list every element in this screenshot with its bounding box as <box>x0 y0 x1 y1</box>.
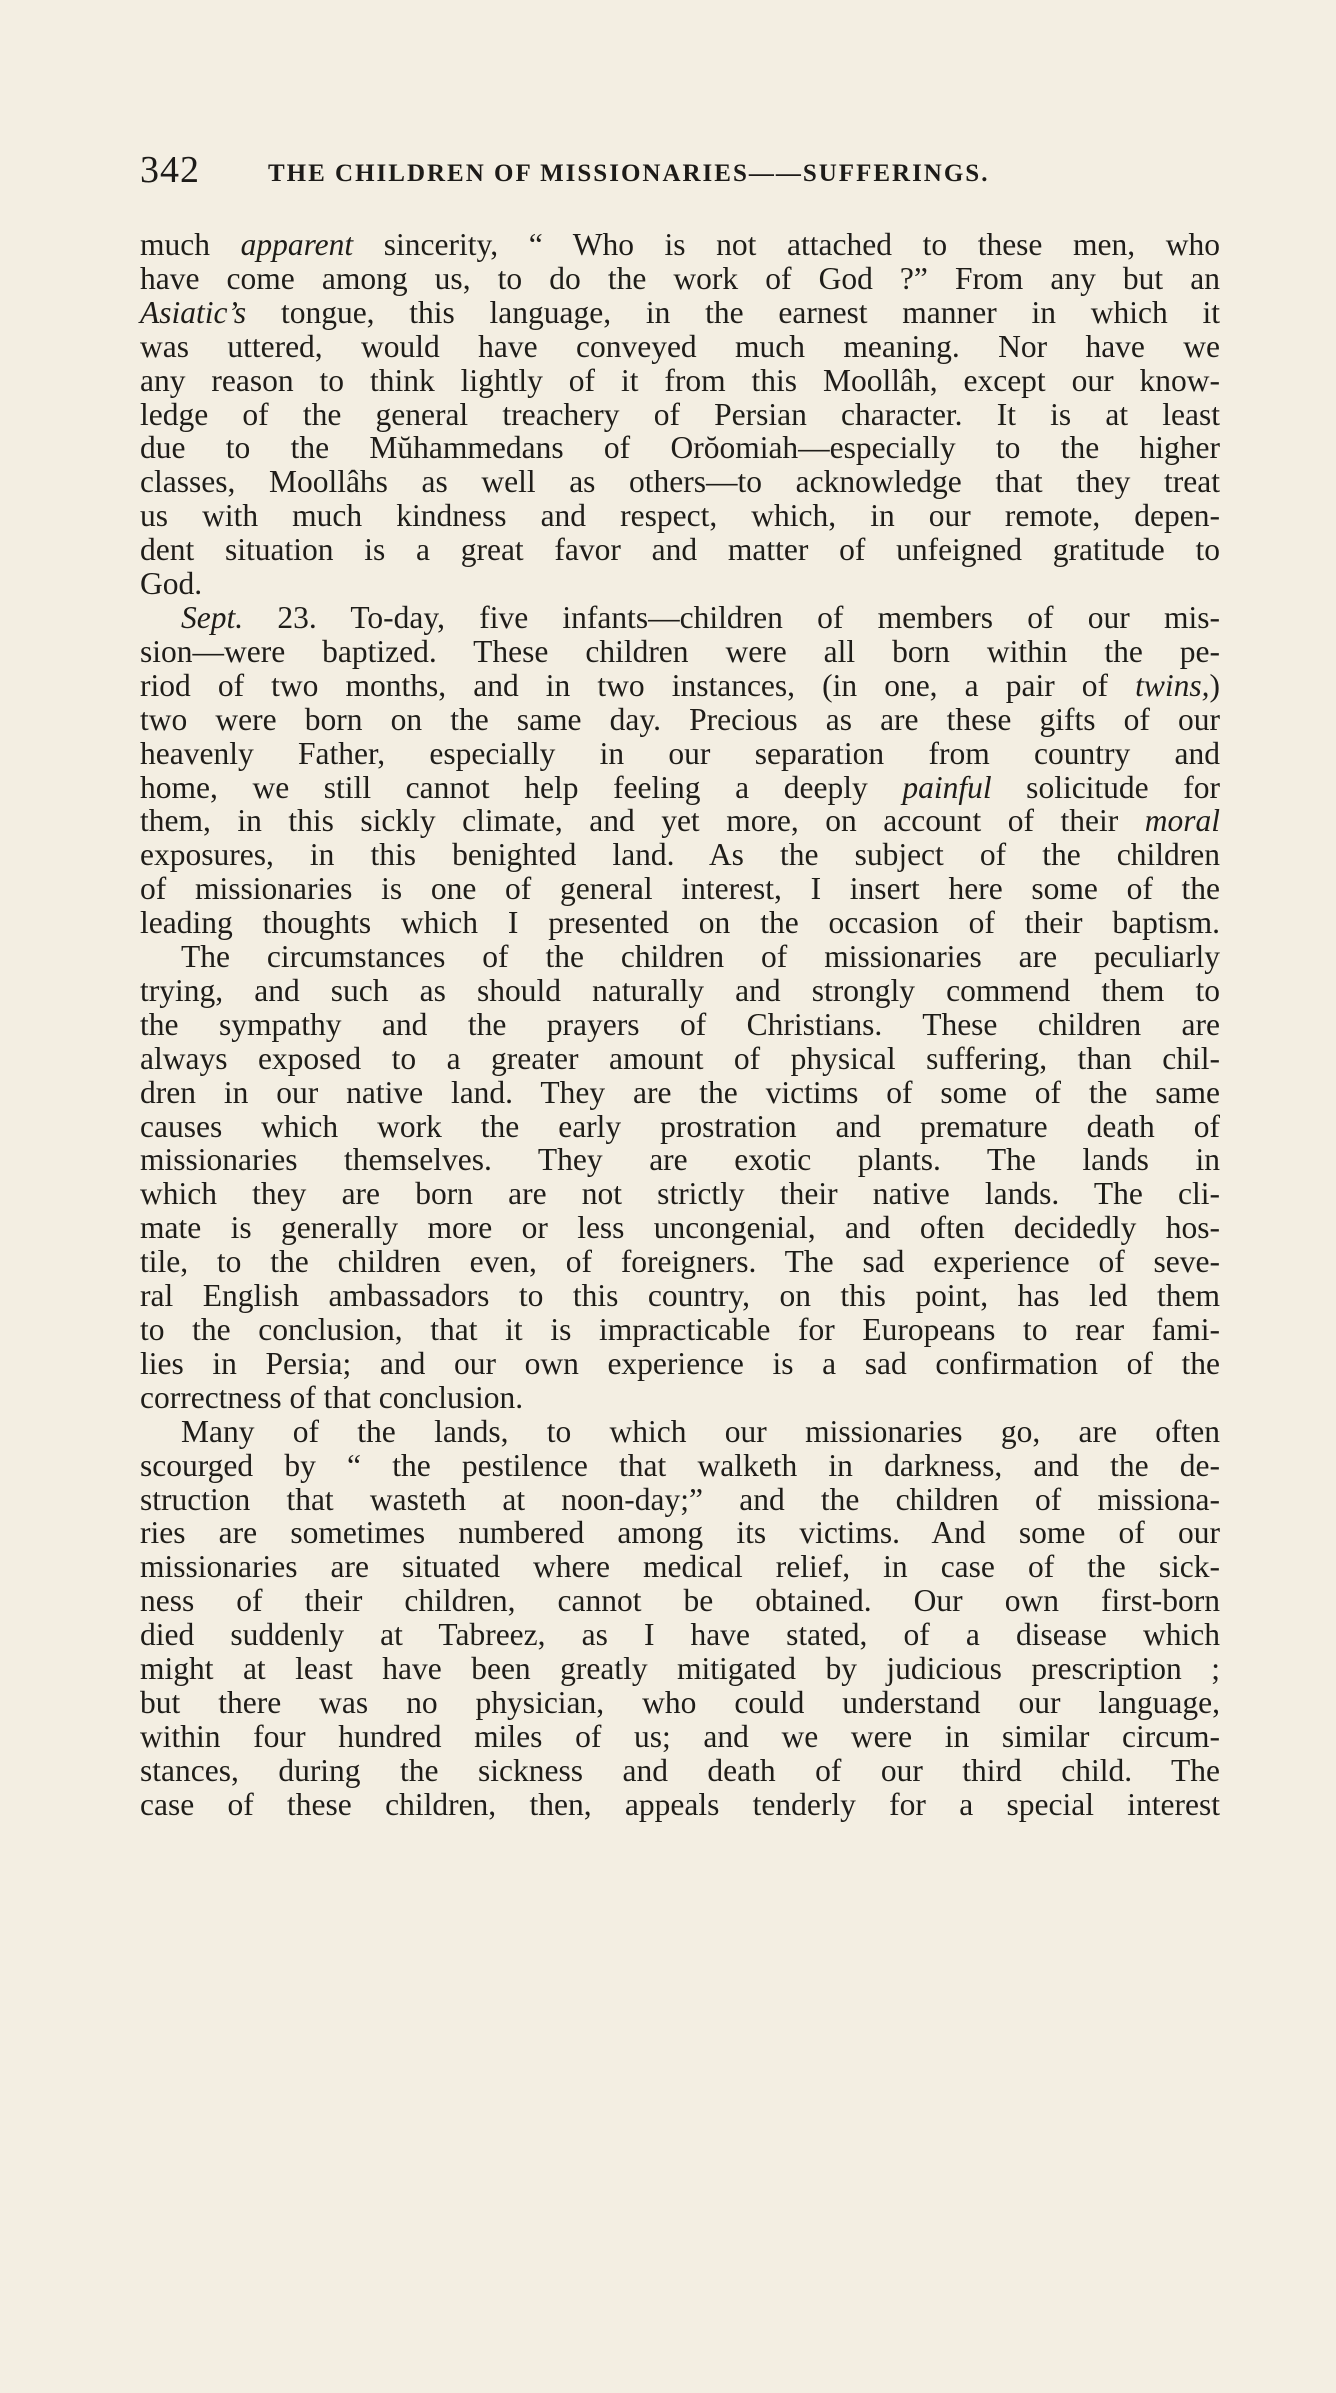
text-run: the sympathy and the prayers of Christians. These children are <box>140 1006 1220 1042</box>
text-run: them, in this sickly climate, and yet more, on account of their <box>140 803 1145 839</box>
text-line <box>140 1754 1220 1788</box>
text-line <box>140 940 1220 974</box>
text-run: tile, to the children even, of foreigners. The sad experience of seve- <box>140 1244 1220 1280</box>
text-run: ries are sometimes numbered among its victims. And some of our <box>140 1515 1220 1551</box>
text-line <box>140 1177 1220 1211</box>
text-line <box>140 804 1220 838</box>
text-run: missionaries themselves. They are exotic plants. The lands in <box>140 1142 1220 1178</box>
text-run: dren in our native land. They are the victims of some of the same <box>140 1074 1220 1110</box>
text-run: have come among us, to do the work of God ?” From any but an <box>140 260 1220 296</box>
text-run: was uttered, would have conveyed much meaning. Nor have we <box>140 328 1220 364</box>
text-run: ledge of the general treachery of Persian character. It is at least <box>140 396 1220 432</box>
text-line <box>140 364 1220 398</box>
text-run: heavenly Father, especially in our separation from country and <box>140 735 1220 771</box>
text-run: case of these children, then, appeals tenderly for a special interest <box>140 1786 1220 1822</box>
italic-text: twins, <box>1135 667 1210 703</box>
text-line <box>140 1381 1220 1415</box>
text-line <box>140 601 1220 635</box>
text-run: exposures, in this benighted land. As the subject of the children <box>140 837 1220 873</box>
text-run: trying, and such as should naturally and strongly commend them to <box>140 972 1220 1008</box>
text-run: Many of the lands, to which our missionaries go, are often <box>181 1413 1220 1449</box>
text-run: to the conclusion, that it is impracticable for Europeans to rear fami- <box>140 1312 1220 1347</box>
text-run: might at least have been greatly mitigated by judicious prescription ; <box>140 1651 1220 1687</box>
text-line <box>140 1076 1220 1110</box>
text-line <box>140 1008 1220 1042</box>
text-run: much <box>140 227 241 262</box>
text-line <box>140 1686 1220 1720</box>
italic-text: painful <box>902 769 992 805</box>
text-run: leading thoughts which I presented on the occasion of their baptism. <box>140 905 1220 941</box>
text-run: always exposed to a greater amount of physical suffering, than chil- <box>140 1040 1220 1076</box>
italic-text: Asiatic’s <box>140 294 247 330</box>
text-line <box>140 1550 1220 1584</box>
text-line <box>140 1483 1220 1517</box>
text-line <box>140 228 1220 262</box>
italic-text: apparent <box>240 227 354 262</box>
page-number: 342 <box>140 149 200 191</box>
text-run: correctness of that conclusion. <box>140 1379 524 1415</box>
text-run: due to the Mŭhammedans of Orŏomiah—especially to the higher <box>140 430 1220 466</box>
text-line <box>140 1652 1220 1686</box>
text-line <box>140 431 1220 465</box>
text-line <box>140 1313 1220 1347</box>
text-line <box>140 906 1220 940</box>
italic-text: moral <box>1144 803 1220 839</box>
text-run: dent situation is a great favor and matter of unfeigned gratitude to <box>140 532 1220 568</box>
text-run: causes which work the early prostration and premature death of <box>140 1108 1220 1144</box>
text-run: stances, during the sickness and death of our third child. The <box>140 1752 1220 1788</box>
text-run: us with much kindness and respect, which, in our remote, depen- <box>140 498 1220 534</box>
text-line <box>140 499 1220 533</box>
text-run: two were born on the same day. Precious as are these gifts of our <box>140 701 1220 737</box>
text-line <box>140 703 1220 737</box>
italic-text: Sept. <box>181 599 244 635</box>
text-line <box>140 567 1220 601</box>
text-run: home, we still cannot help feeling a deeply <box>140 769 903 805</box>
text-run: struction that wasteth at noon-day;” and the children of missiona- <box>140 1481 1220 1517</box>
text-run: but there was no physician, who could understand our language, <box>140 1684 1220 1720</box>
text-run: sincerity, “ Who is not attached to these men, who <box>353 227 1220 262</box>
text-line <box>140 974 1220 1008</box>
text-run: God. <box>140 566 203 602</box>
text-run: riod of two months, and in two instances, (in one, a pair of <box>140 667 1136 703</box>
text-line <box>140 1211 1220 1245</box>
text-line <box>140 1516 1220 1550</box>
text-line <box>140 398 1220 432</box>
text-line <box>140 1245 1220 1279</box>
text-line <box>140 330 1220 364</box>
text-line <box>140 1449 1220 1483</box>
text-run: ) <box>1209 667 1220 703</box>
text-line <box>140 771 1220 805</box>
text-run: missionaries are situated where medical relief, in case of the sick- <box>140 1549 1220 1585</box>
text-run: within four hundred miles of us; and we were in similar circum- <box>140 1718 1220 1754</box>
text-line <box>140 465 1220 499</box>
text-run: ness of their children, cannot be obtained. Our own first-born <box>140 1583 1220 1619</box>
running-head: THE CHILDREN OF MISSIONARIES——SUFFERINGS. <box>268 160 990 187</box>
text-run: scourged by “ the pestilence that walketh in darkness, and the de- <box>140 1447 1220 1483</box>
text-line <box>140 262 1220 296</box>
text-line <box>140 669 1220 703</box>
text-line <box>140 1415 1220 1449</box>
text-run: classes, Moollâhs as well as others—to acknowledge that they treat <box>140 464 1220 500</box>
text-run: died suddenly at Tabreez, as I have stated, of a disease which <box>140 1617 1220 1653</box>
text-line <box>140 1584 1220 1618</box>
text-line <box>140 1042 1220 1076</box>
text-line <box>140 737 1220 771</box>
text-run: any reason to think lightly of it from this Moollâh, except our know- <box>140 362 1220 398</box>
text-line <box>140 635 1220 669</box>
text-run: sion—were baptized. These children were all born within the pe- <box>140 633 1220 669</box>
text-run: mate is generally more or less uncongenial, and often decidedly hos- <box>140 1210 1220 1246</box>
text-line <box>140 838 1220 872</box>
text-run: tongue, this language, in the earnest manner in which it <box>246 294 1220 330</box>
text-line <box>140 872 1220 906</box>
text-line <box>140 296 1220 330</box>
text-line <box>140 1618 1220 1652</box>
body-text <box>140 228 1220 1822</box>
text-line <box>140 533 1220 567</box>
text-run: ral English ambassadors to this country, on this point, has led them <box>140 1278 1220 1314</box>
text-run: solicitude for <box>991 769 1220 805</box>
text-line <box>140 1279 1220 1313</box>
text-run: 23. To-day, five infants—children of members of our mis- <box>243 599 1220 635</box>
text-line <box>140 1347 1220 1381</box>
text-run: of missionaries is one of general interest, I insert here some of the <box>140 871 1220 907</box>
text-run: The circumstances of the children of missionaries are peculiarly <box>181 939 1220 975</box>
text-line <box>140 1720 1220 1754</box>
text-run: which they are born are not strictly their native lands. The cli- <box>140 1176 1220 1212</box>
text-line <box>140 1143 1220 1177</box>
text-run: lies in Persia; and our own experience is a sad confirmation of the <box>140 1345 1220 1381</box>
text-line <box>140 1788 1220 1822</box>
text-line <box>140 1110 1220 1144</box>
